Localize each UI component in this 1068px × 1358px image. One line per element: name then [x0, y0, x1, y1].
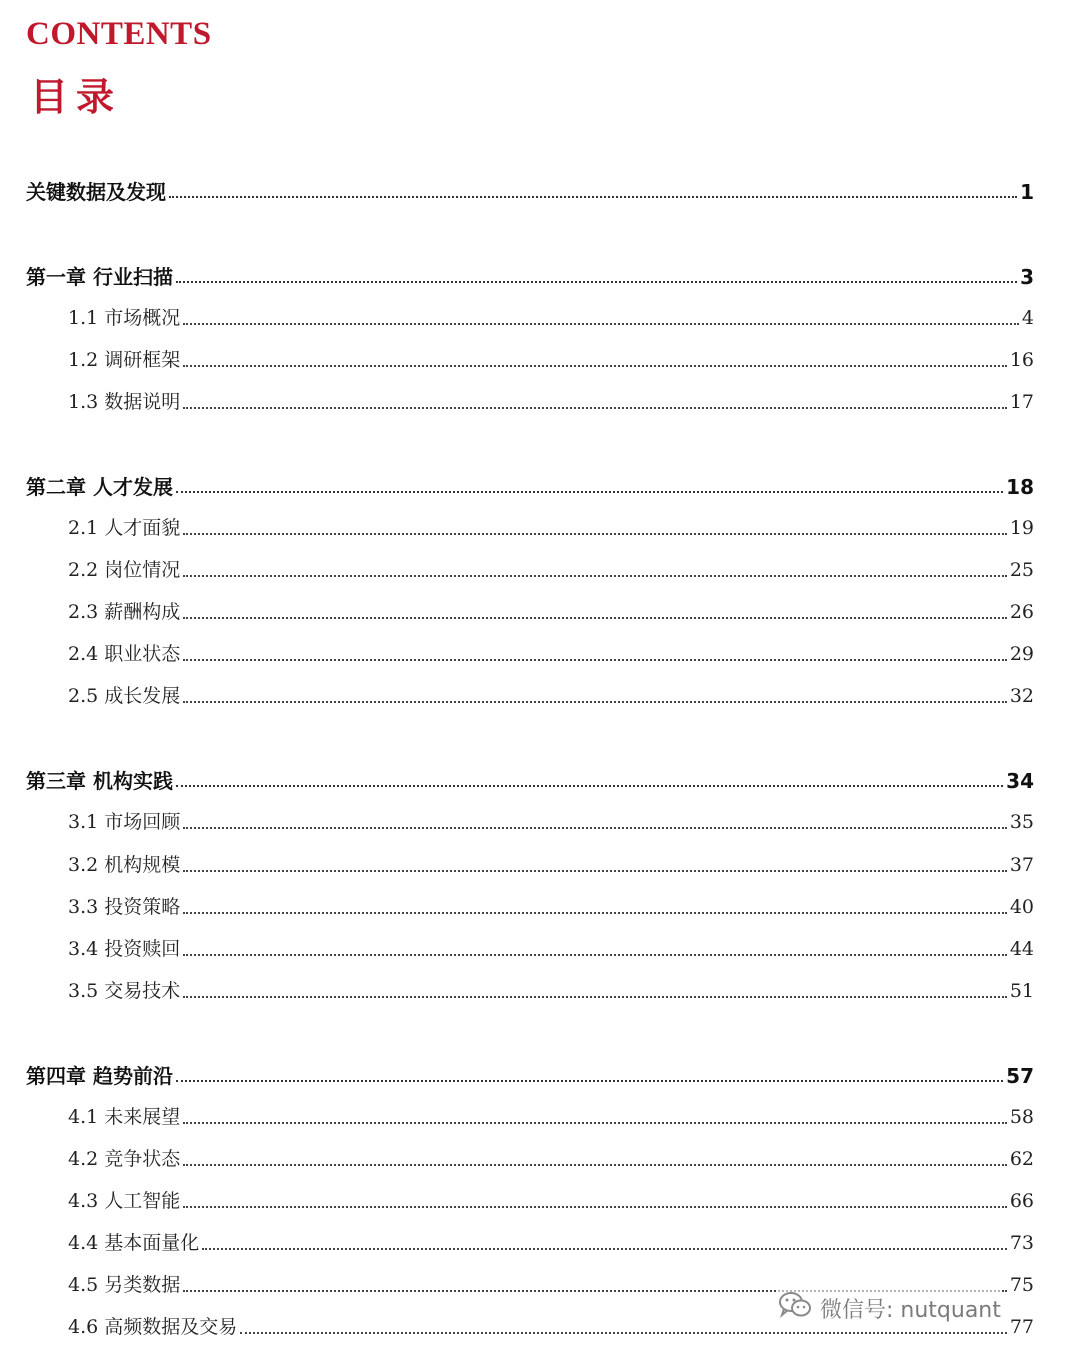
toc-entry-label: 4.5 另类数据	[68, 1274, 181, 1296]
toc-entry-label: 4.6 高频数据及交易	[68, 1316, 238, 1338]
toc-page-number: 77	[1009, 1316, 1034, 1338]
toc-page-number: 18	[1006, 475, 1034, 499]
toc-page-number: 66	[1009, 1190, 1034, 1212]
contents-title-en: CONTENTS	[26, 16, 212, 52]
toc-entry-label: 第三章 机构实践	[26, 769, 173, 793]
toc-entry-label: 2.1 人才面貌	[68, 517, 181, 539]
toc-page-number: 75	[1009, 1274, 1034, 1296]
toc-section-2-4[interactable]	[68, 639, 1034, 669]
toc-entry-label: 4.2 竞争状态	[68, 1148, 181, 1170]
toc-page-number: 32	[1009, 685, 1034, 707]
toc-section-1-1[interactable]	[68, 303, 1034, 333]
toc-page-number: 29	[1009, 643, 1034, 665]
toc-entry-label: 关键数据及发现	[26, 180, 166, 204]
toc-entry-label: 2.2 岗位情况	[68, 559, 181, 581]
toc-entry-label: 3.1 市场回顾	[68, 811, 181, 833]
dot-leader	[183, 1205, 1007, 1208]
watermark-text: 微信号: nutquant	[820, 1297, 1001, 1323]
toc-entry-label: 3.2 机构规模	[68, 854, 181, 876]
toc-section-3-4[interactable]	[68, 934, 1034, 964]
toc-section-1-2[interactable]	[68, 345, 1034, 375]
toc-page-number: 51	[1009, 980, 1034, 1002]
toc-section-1-3[interactable]	[68, 387, 1034, 417]
toc-section-3-1[interactable]	[68, 807, 1034, 837]
toc-entry-label: 1.2 调研框架	[68, 349, 181, 371]
dot-leader	[183, 364, 1007, 367]
dot-leader	[176, 490, 1003, 493]
toc-section-2-2[interactable]	[68, 555, 1034, 585]
toc-entry-label: 4.4 基本面量化	[68, 1232, 200, 1254]
toc-section-3-5[interactable]	[68, 976, 1034, 1006]
dot-leader	[183, 953, 1007, 956]
dot-leader	[183, 322, 1019, 325]
dot-leader	[176, 280, 1017, 283]
toc-entry-label: 2.3 薪酬构成	[68, 601, 181, 623]
dot-leader	[240, 1331, 1007, 1334]
toc-page-number: 62	[1009, 1148, 1034, 1170]
dot-leader	[183, 616, 1007, 619]
toc-entry-label: 2.4 职业状态	[68, 643, 181, 665]
toc-chapter-4[interactable]	[26, 1060, 1034, 1090]
toc-page-number: 26	[1009, 601, 1034, 623]
toc-page-number: 19	[1009, 517, 1034, 539]
toc-page-number: 17	[1009, 391, 1034, 413]
wechat-watermark	[778, 1290, 1001, 1326]
dot-leader	[183, 911, 1007, 914]
toc-entry-label: 第四章 趋势前沿	[26, 1064, 173, 1088]
dot-leader	[169, 195, 1017, 198]
toc-page-number: 35	[1009, 811, 1034, 833]
dot-leader	[183, 1163, 1007, 1166]
toc-chapter-1[interactable]	[26, 261, 1034, 291]
toc-page-number: 25	[1009, 559, 1034, 581]
dot-leader	[183, 869, 1007, 872]
dot-leader	[183, 574, 1007, 577]
toc-page-number: 37	[1009, 854, 1034, 876]
toc-entry-label: 3.4 投资赎回	[68, 938, 181, 960]
toc-entry-label: 4.3 人工智能	[68, 1190, 181, 1212]
dot-leader	[176, 1079, 1003, 1082]
dot-leader	[183, 826, 1007, 829]
toc-entry-label: 3.5 交易技术	[68, 980, 181, 1002]
toc-page-number: 4	[1021, 307, 1034, 329]
toc-page-number: 1	[1020, 180, 1034, 204]
toc-section-2-1[interactable]	[68, 513, 1034, 543]
dot-leader	[183, 658, 1007, 661]
toc-entry-label: 1.1 市场概况	[68, 307, 181, 329]
dot-leader	[202, 1247, 1007, 1250]
toc-entry-label: 3.3 投资策略	[68, 896, 181, 918]
toc-page-number: 34	[1006, 769, 1034, 793]
toc-section-4-4[interactable]	[68, 1228, 1034, 1258]
toc-page-number: 44	[1009, 938, 1034, 960]
toc-section-4-2[interactable]	[68, 1144, 1034, 1174]
toc-page-number: 58	[1009, 1106, 1034, 1128]
toc-section-3-3[interactable]	[68, 892, 1034, 922]
toc-section-2-3[interactable]	[68, 597, 1034, 627]
toc-entry-key-findings[interactable]	[26, 176, 1034, 206]
dot-leader	[183, 1121, 1007, 1124]
toc-entry-label: 第二章 人才发展	[26, 475, 173, 499]
toc-chapter-3[interactable]	[26, 765, 1034, 795]
toc-entry-label: 第一章 行业扫描	[26, 265, 173, 289]
dot-leader	[183, 995, 1007, 998]
dot-leader	[183, 532, 1007, 535]
dot-leader	[176, 784, 1003, 787]
toc-entry-label: 2.5 成长发展	[68, 685, 181, 707]
contents-title-cn: 目录	[30, 74, 123, 119]
toc-page-number: 3	[1020, 265, 1034, 289]
toc-entry-label: 1.3 数据说明	[68, 391, 181, 413]
toc-entry-label: 4.1 未来展望	[68, 1106, 181, 1128]
dot-leader	[183, 406, 1007, 409]
toc-page-number: 57	[1006, 1064, 1034, 1088]
toc-section-3-2[interactable]	[68, 850, 1034, 880]
dot-leader	[183, 700, 1007, 703]
toc-chapter-2[interactable]	[26, 471, 1034, 501]
toc-section-2-5[interactable]	[68, 681, 1034, 711]
toc-page-number: 73	[1009, 1232, 1034, 1254]
toc-section-4-1[interactable]	[68, 1102, 1034, 1132]
toc-section-4-3[interactable]	[68, 1186, 1034, 1216]
toc-page-number: 40	[1009, 896, 1034, 918]
wechat-icon	[778, 1290, 812, 1326]
toc-page-number: 16	[1009, 349, 1034, 371]
